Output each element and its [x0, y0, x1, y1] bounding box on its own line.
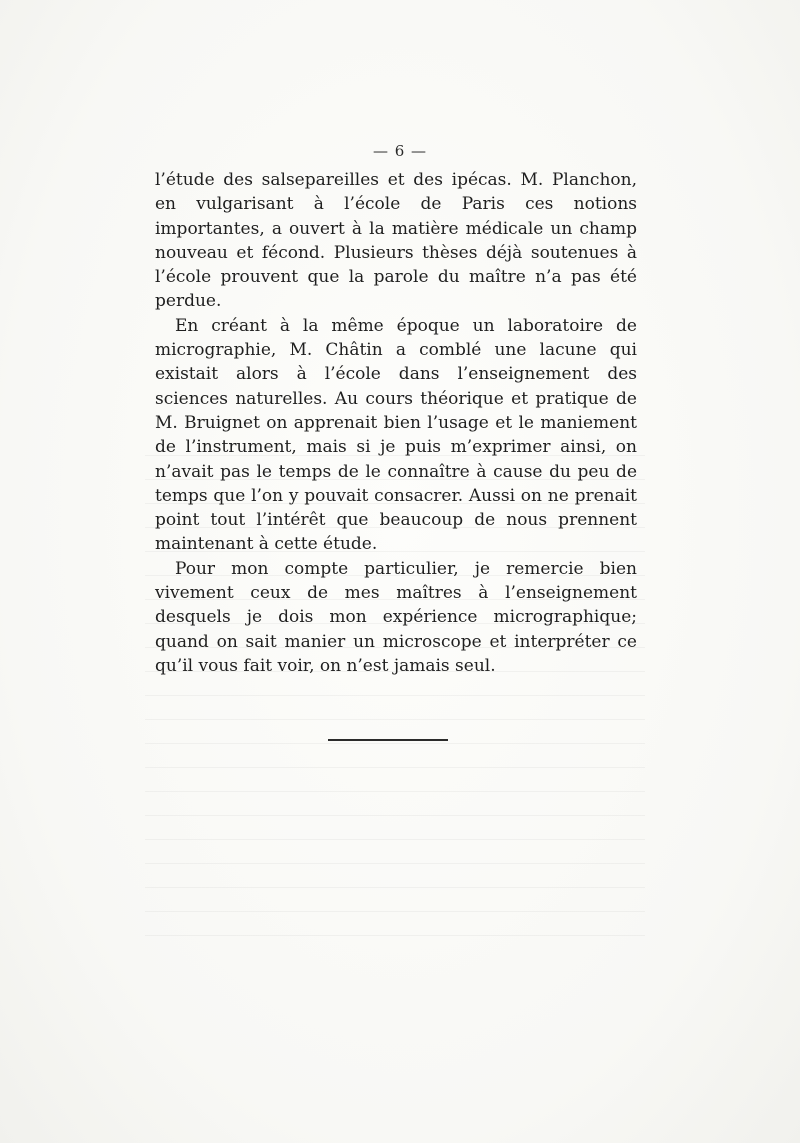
paragraph-remerciements: Pour mon compte particulier, je remercie bien vivement ceux de mes maîtres à l’enseignement desquels je dois mon expérience micrographique; quand on sait manier un microscope et interpréter ce qu’il vous fait voir, on n’est jamais seul. [155, 558, 637, 676]
page-number: — 6 — [372, 142, 428, 160]
paragraph-continuation: l’étude des salsepareilles et des ipécas. M. Planchon, en vulgarisant à l’école de Paris ces notions importantes, a ouvert à la matière médicale un champ nouveau et fécond. Plusieurs thèses déjà soutenues à l’école prouvent que la parole du maître n’a pas été perdue. [155, 170, 637, 312]
section-divider-rule [328, 739, 448, 741]
body-text [155, 168, 637, 678]
paragraph-micrographie: En créant à la même époque un laboratoire de micrographie, M. Châtin a comblé une lacune qui existait alors à l’école dans l’enseignement des sciences naturelles. Au cours théorique et pratique de M. Bruignet on apprenait bien l’usage et le maniement de l’instrument, mais si je puis m’exprimer ainsi, on n’avait pas le temps de le connaître à cause du peu de temps que l’on y pouvait consacrer. Aussi on ne prenait point tout l’intérêt que beaucoup de nous prennent maintenant à cette étude. [155, 315, 637, 555]
